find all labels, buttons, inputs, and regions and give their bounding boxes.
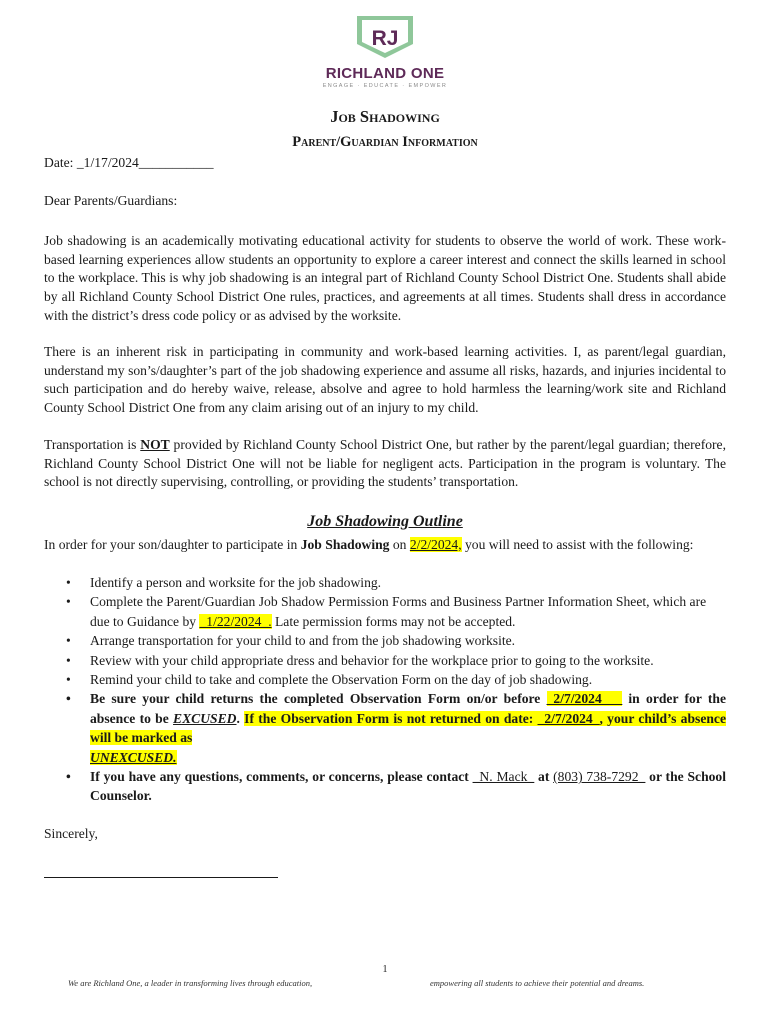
event-date: 2/2/2024,: [409, 537, 462, 552]
contact-name: _N. Mack_: [472, 769, 535, 785]
page-number: 1: [382, 964, 388, 975]
logo-monogram: RJ: [371, 27, 399, 50]
logo-tagline: ENGAGE · EDUCATE · EMPOWER: [322, 83, 448, 89]
outline-heading: Job Shadowing Outline: [307, 513, 463, 530]
list-item: • Arrange transportation for your child to and from the job shadowing worksite.: [44, 631, 726, 650]
page-title: Job Shadowing: [330, 107, 440, 126]
page-subtitle: Parent/Guardian Information: [292, 134, 478, 150]
date-value: _1/17/2024___________: [76, 155, 214, 170]
list-item: • Review with your child appropriate dress and behavior for the workplace prior to going to the worksite.: [44, 651, 726, 670]
return-date: _2/7/2024_: [537, 710, 600, 726]
salutation: Dear Parents/Guardians:: [44, 193, 178, 208]
permission-due-date: _1/22/2024_.: [199, 613, 272, 629]
footer-right: empowering all students to achieve their potential and dreams.: [430, 978, 645, 988]
contact-phone: (803) 738-7292_: [553, 769, 646, 785]
list-item: • Identify a person and worksite for the job shadowing.: [44, 573, 726, 592]
observation-due-date: _2/7/2024___: [546, 691, 623, 707]
intro-paragraph: Job shadowing is an academically motivating educational activity for students to observe the world of work. These work-based learning experiences allow students an opportunity to explore a career interest and connect the skills learned in school to the workplace. This is why job shadowing is an integral part of Richland County School District One. Students shall abide by all Richland County School District One rules, practices, and agreements at all times. Students shall dress in accordance with the district’s dress code policy or as advised by the worksite.: [44, 233, 726, 323]
logo-name: RICHLAND ONE: [325, 65, 445, 82]
date-line: [44, 155, 214, 171]
footer-left: We are Richland One, a leader in transforming lives through education,: [68, 978, 313, 988]
list-item: • Be sure your child returns the completed Observation Form on/or before _2/7/2024___ in order for the absence to be EXCUSED. If the Observation Form is not returned on date: _2/7/2024_, your child’s absence will be marked as UNEXCUSED.: [44, 689, 726, 767]
transportation-paragraph: Transportation is NOT provided by Richland County School District One, but rather by the parent/legal guardian; therefore, Richland County School District One will not be liable for negligent acts. Participation in the program is voluntary. The school is not directly supervising, controlling, or providing the students’ transportation.: [44, 437, 726, 490]
list-item: • Complete the Parent/Guardian Job Shadow Permission Forms and Business Partner Information Sheet, which are due to Guidance by _1/22/2024_. Late permission forms may not be accepted.: [44, 592, 726, 631]
signature-line: [44, 877, 278, 878]
district-logo: [0, 14, 770, 89]
outline-list: [44, 573, 726, 806]
closing: Sincerely,: [44, 826, 98, 841]
risk-paragraph: There is an inherent risk in participating in community and work-based learning activities. I, as parent/legal guardian, understand my son’s/daughter’s part of the job shadowing experience and assume all risks, hazards, and injuries incidental to such participation and do hereby waive, release, absolve and agree to hold harmless the learning/work site and Richland County School District One from any claim arising out of an injury to my child.: [44, 344, 726, 416]
outline-intro: In order for your son/daughter to participate in Job Shadowing on 2/2/2024, you will need to assist with the following:: [44, 537, 694, 552]
shield-logo-icon: [354, 14, 416, 60]
list-item: • If you have any questions, comments, or concerns, please contact _N. Mack_ at (803) 738-7292_ or the School Counselor.: [44, 767, 726, 806]
list-item: • Remind your child to take and complete the Observation Form on the day of job shadowing.: [44, 670, 726, 689]
not-emphasis: NOT: [140, 437, 170, 452]
date-label: Date:: [44, 155, 74, 170]
